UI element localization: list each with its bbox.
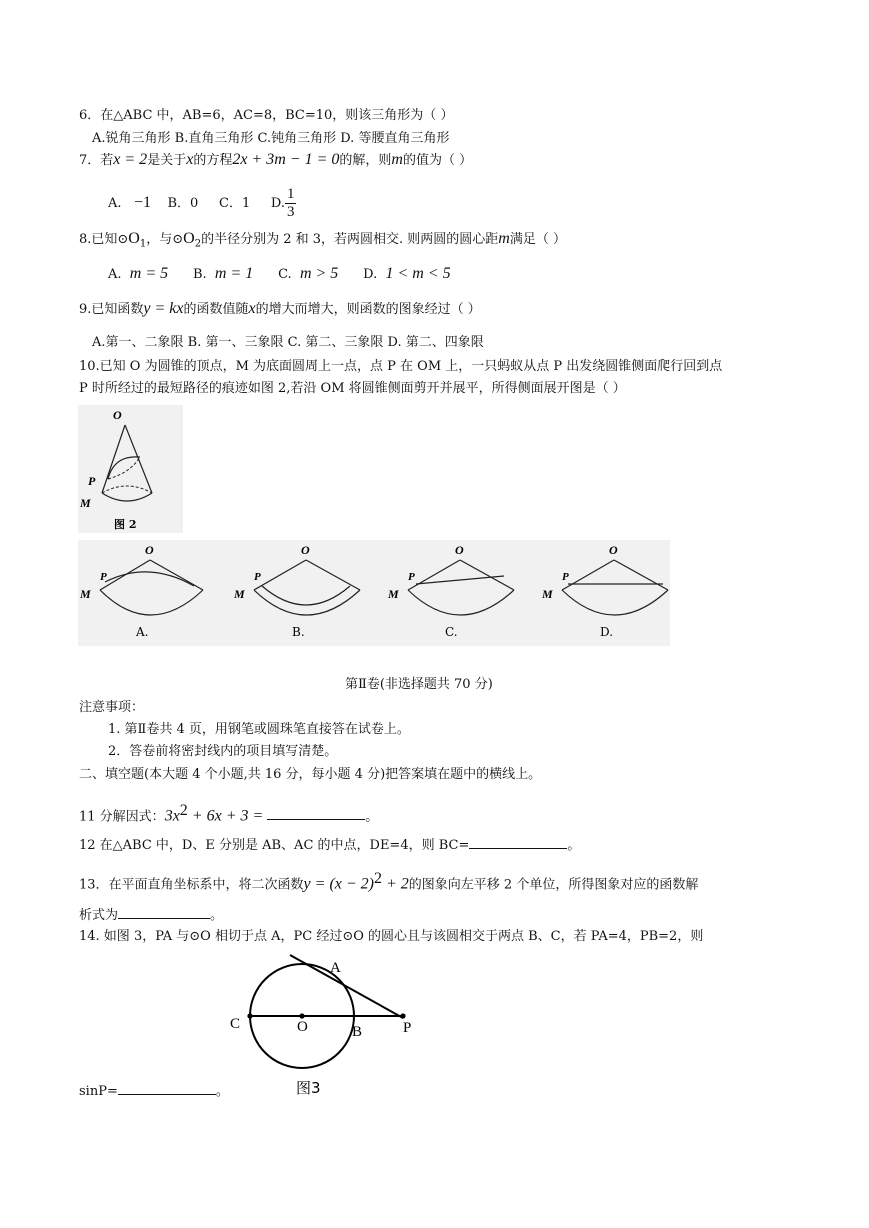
option-a-label: A. (136, 625, 149, 639)
cone-label-p: P (88, 474, 96, 488)
section2-title: 第Ⅱ卷(非选择题共 70 分) (345, 677, 493, 692)
q8-options: A. m = 5 B. m = 1 C. m > 5 D. 1 < m < 5 (108, 265, 451, 282)
q12-answer-blank[interactable] (469, 836, 567, 849)
option-d-label: D. (600, 625, 614, 639)
q6-stem: 6．在△ABC 中，AB=6，AC=8，BC=10，则该三角形为（ ） (79, 108, 454, 123)
option-b-label: B. (292, 625, 305, 639)
svg-text:P: P (562, 571, 569, 583)
q7-equation: 2x + 3m − 1 = 0 (232, 151, 340, 168)
circle-tangent-figure (226, 950, 426, 1102)
label-o: O (297, 1019, 308, 1035)
svg-text:O: O (609, 543, 618, 557)
svg-text:P: P (254, 571, 261, 583)
q14-answer-blank[interactable] (118, 1082, 216, 1095)
q11-line: 11 分解因式：$3x^2 + 6x + 3$ = 。 (79, 802, 379, 825)
q6-options: A.锐角三角形 B.直角三角形 C.钝角三角形 D. 等腰直角三角形 (92, 131, 450, 146)
q7-fraction: $\frac{1}{3}$ (286, 186, 295, 220)
point-o (299, 1013, 304, 1018)
q14-answer-line: sinP= 。 (79, 1084, 229, 1099)
option-d-sector (541, 543, 668, 639)
svg-text:M: M (388, 587, 399, 601)
q13-line1: 13．在平面直角坐标系中，将二次函数$y = (x - 2)^2 + 2$的图象向左平移 2 个单位，所得图象对应的函数解 (79, 870, 699, 893)
part2-heading: 二、填空题(本大题 4 个小题,共 16 分，每小题 4 分)把答案填在题中的横线上。 (79, 767, 542, 782)
label-b: B (352, 1024, 363, 1040)
cone-figure (78, 405, 183, 533)
sector-options-figure (78, 540, 670, 646)
q9-options: A.第一、二象限 B. 第一、三象限 C. 第二、三象限 D. 第二、四象限 (92, 335, 484, 350)
point-c (247, 1013, 252, 1018)
figure2-label: 图 2 (114, 518, 137, 531)
label-a: A (330, 960, 341, 976)
notice-heading: 注意事项： (79, 700, 145, 715)
figure3-label: 图3 (296, 1079, 321, 1097)
svg-text:O: O (301, 543, 310, 557)
option-c-sector (387, 543, 514, 639)
q10-line2: P 时所经过的最短路径的痕迹如图 2,若沿 OM 将圆锥侧面剪开并展平，所得侧面展开图是（ ） (79, 381, 626, 396)
svg-text:M: M (234, 587, 245, 601)
q7-stem: 7．若x = 2是关于x的方程2x + 3m − 1 = 0的解，则m的值为（ ） (79, 151, 473, 168)
q9-stem: 9.已知函数y = kx的函数值随x的增大而增大，则函数的图象经过（ ） (79, 300, 481, 317)
cone-label-o: O (113, 408, 122, 422)
q14-stem: 14. 如图 3，PA 与⊙O 相切于点 A，PC 经过⊙O 的圆心且与该圆相交于两点 B、C，若 PA=4，PB=2，则 (79, 929, 704, 944)
q13-answer-blank[interactable] (118, 906, 210, 919)
notice-item-2: 2．答卷前将密封线内的项目填写清楚。 (108, 744, 338, 759)
svg-text:M: M (80, 587, 91, 601)
q12-line: 12 在△ABC 中，D、E 分别是 AB、AC 的中点，DE=4，则 BC= 。 (79, 838, 581, 853)
svg-text:O: O (145, 543, 154, 557)
cone-label-m: M (80, 496, 91, 510)
label-c: C (230, 1016, 241, 1032)
svg-text:P: P (408, 571, 415, 583)
q13-line2: 析式为 。 (79, 908, 224, 923)
svg-text:M: M (542, 587, 553, 601)
option-a-sector (79, 543, 203, 639)
option-c-label: C. (445, 625, 458, 639)
q8-stem: 8.已知$⊙O_1$，与$⊙O_2$的半径分别为 2 和 3，若两圆相交. 则两圆的圆心距m满足（ ） (79, 230, 566, 250)
svg-text:P: P (100, 571, 107, 583)
option-b-sector (233, 543, 360, 639)
q7-condition: x = 2 (113, 151, 148, 168)
label-p: P (403, 1020, 412, 1036)
svg-text:O: O (455, 543, 464, 557)
q7-options: A. −1 B．0 C．1 D. $\frac{1}{3}$ (108, 186, 295, 220)
q10-line1: 10.已知 O 为圆锥的顶点，M 为底面圆周上一点，点 P 在 OM 上，一只蚂蚁从点 P 出发绕圆锥侧面爬行回到点 (79, 359, 723, 374)
point-p (400, 1013, 405, 1018)
q11-answer-blank[interactable] (267, 807, 365, 820)
notice-item-1: 1. 第Ⅱ卷共 4 页，用钢笔或圆珠笔直接答在试卷上。 (108, 722, 410, 737)
